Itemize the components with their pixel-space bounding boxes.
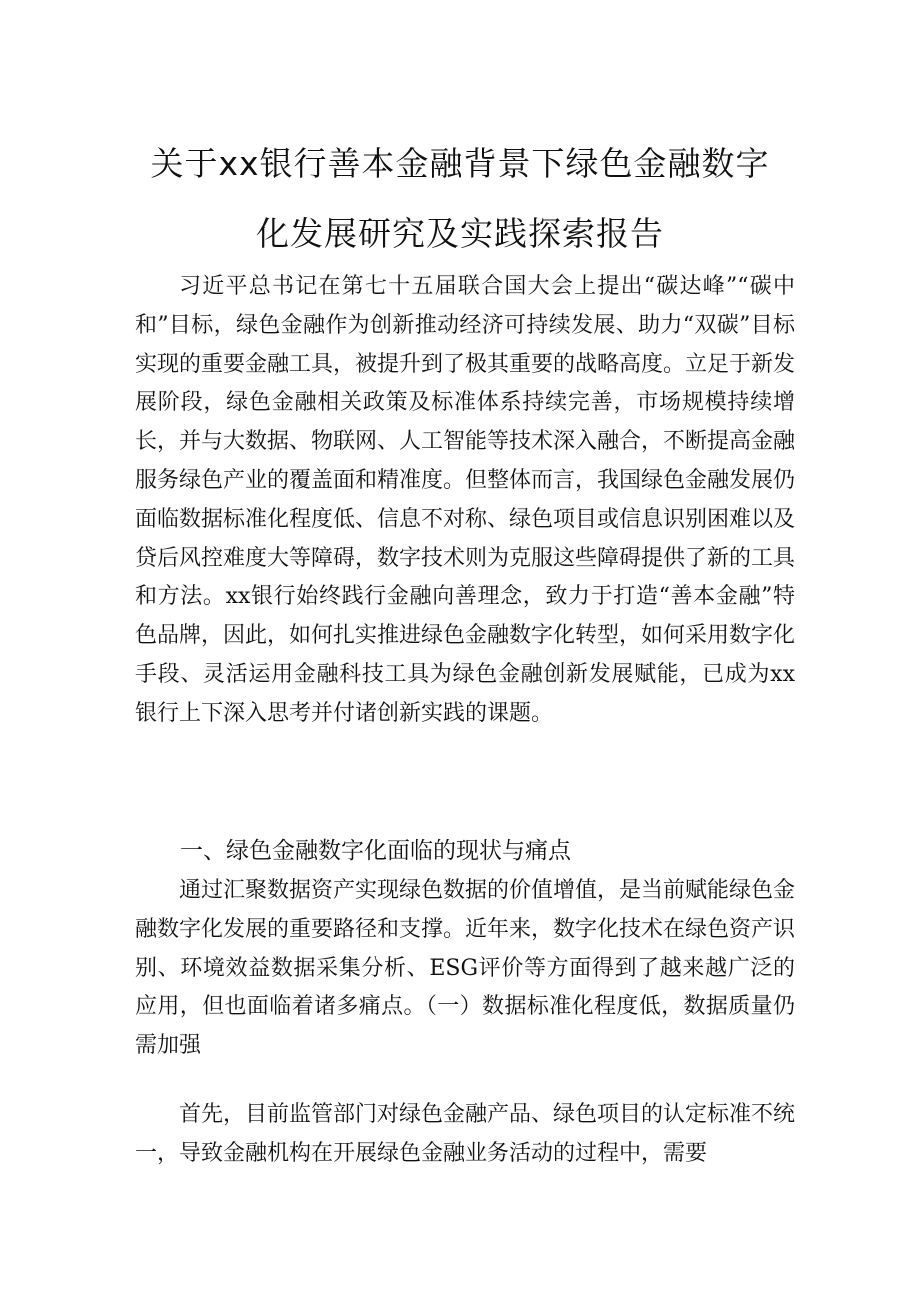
section-paragraph-1: 通过汇聚数据资产实现绿色数据的价值增值，是当前赋能绿色金融数字化发展的重要路径和支撑。近年来，数字化技术在绿色资产识别、环境效益数据采集分析、ESG评价等方面得到了越来越广泛的应用，但也面临着诸多痛点。（一）数据标准化程度低，数据质量仍需加强 [135,878,796,1059]
section-heading: 一、绿色金融数字化面临的现状与痛点 [180,838,571,864]
document-title-line-2: 化发展研究及实践探索报告 [256,214,664,253]
section-paragraph-2: 首先，目前监管部门对绿色金融产品、绿色项目的认定标准不统一，导致金融机构在开展绿色金融业务活动的过程中，需要 [135,1102,796,1166]
intro-paragraph: 习近平总书记在第七十五届联合国大会上提出“碳达峰”“碳中和”目标，绿色金融作为创新推动经济可持续发展、助力“双碳”目标实现的重要金融工具，被提升到了极其重要的战略高度。立足于新发展阶段，绿色金融相关政策及标准体系持续完善，市场规模持续增长，并与大数据、物联网、人工智能等技术深入融合，不断提高金融服务绿色产业的覆盖面和精准度。但整体而言，我国绿色金融发展仍面临数据标准化程度低、信息不对称、绿色项目或信息识别困难以及贷后风控难度大等障碍，数字技术则为克服这些障碍提供了新的工具和方法。xx银行始终践行金融向善理念，致力于打造“善本金融”特色品牌，因此，如何扎实推进绿色金融数字化转型，如何采用数字化手段、灵活运用金融科技工具为绿色金融创新发展赋能，已成为xx银行上下深入思考并付诸创新实践的课题。 [135,274,796,726]
document-title-line-1: 关于xx银行善本金融背景下绿色金融数字 [150,144,770,183]
